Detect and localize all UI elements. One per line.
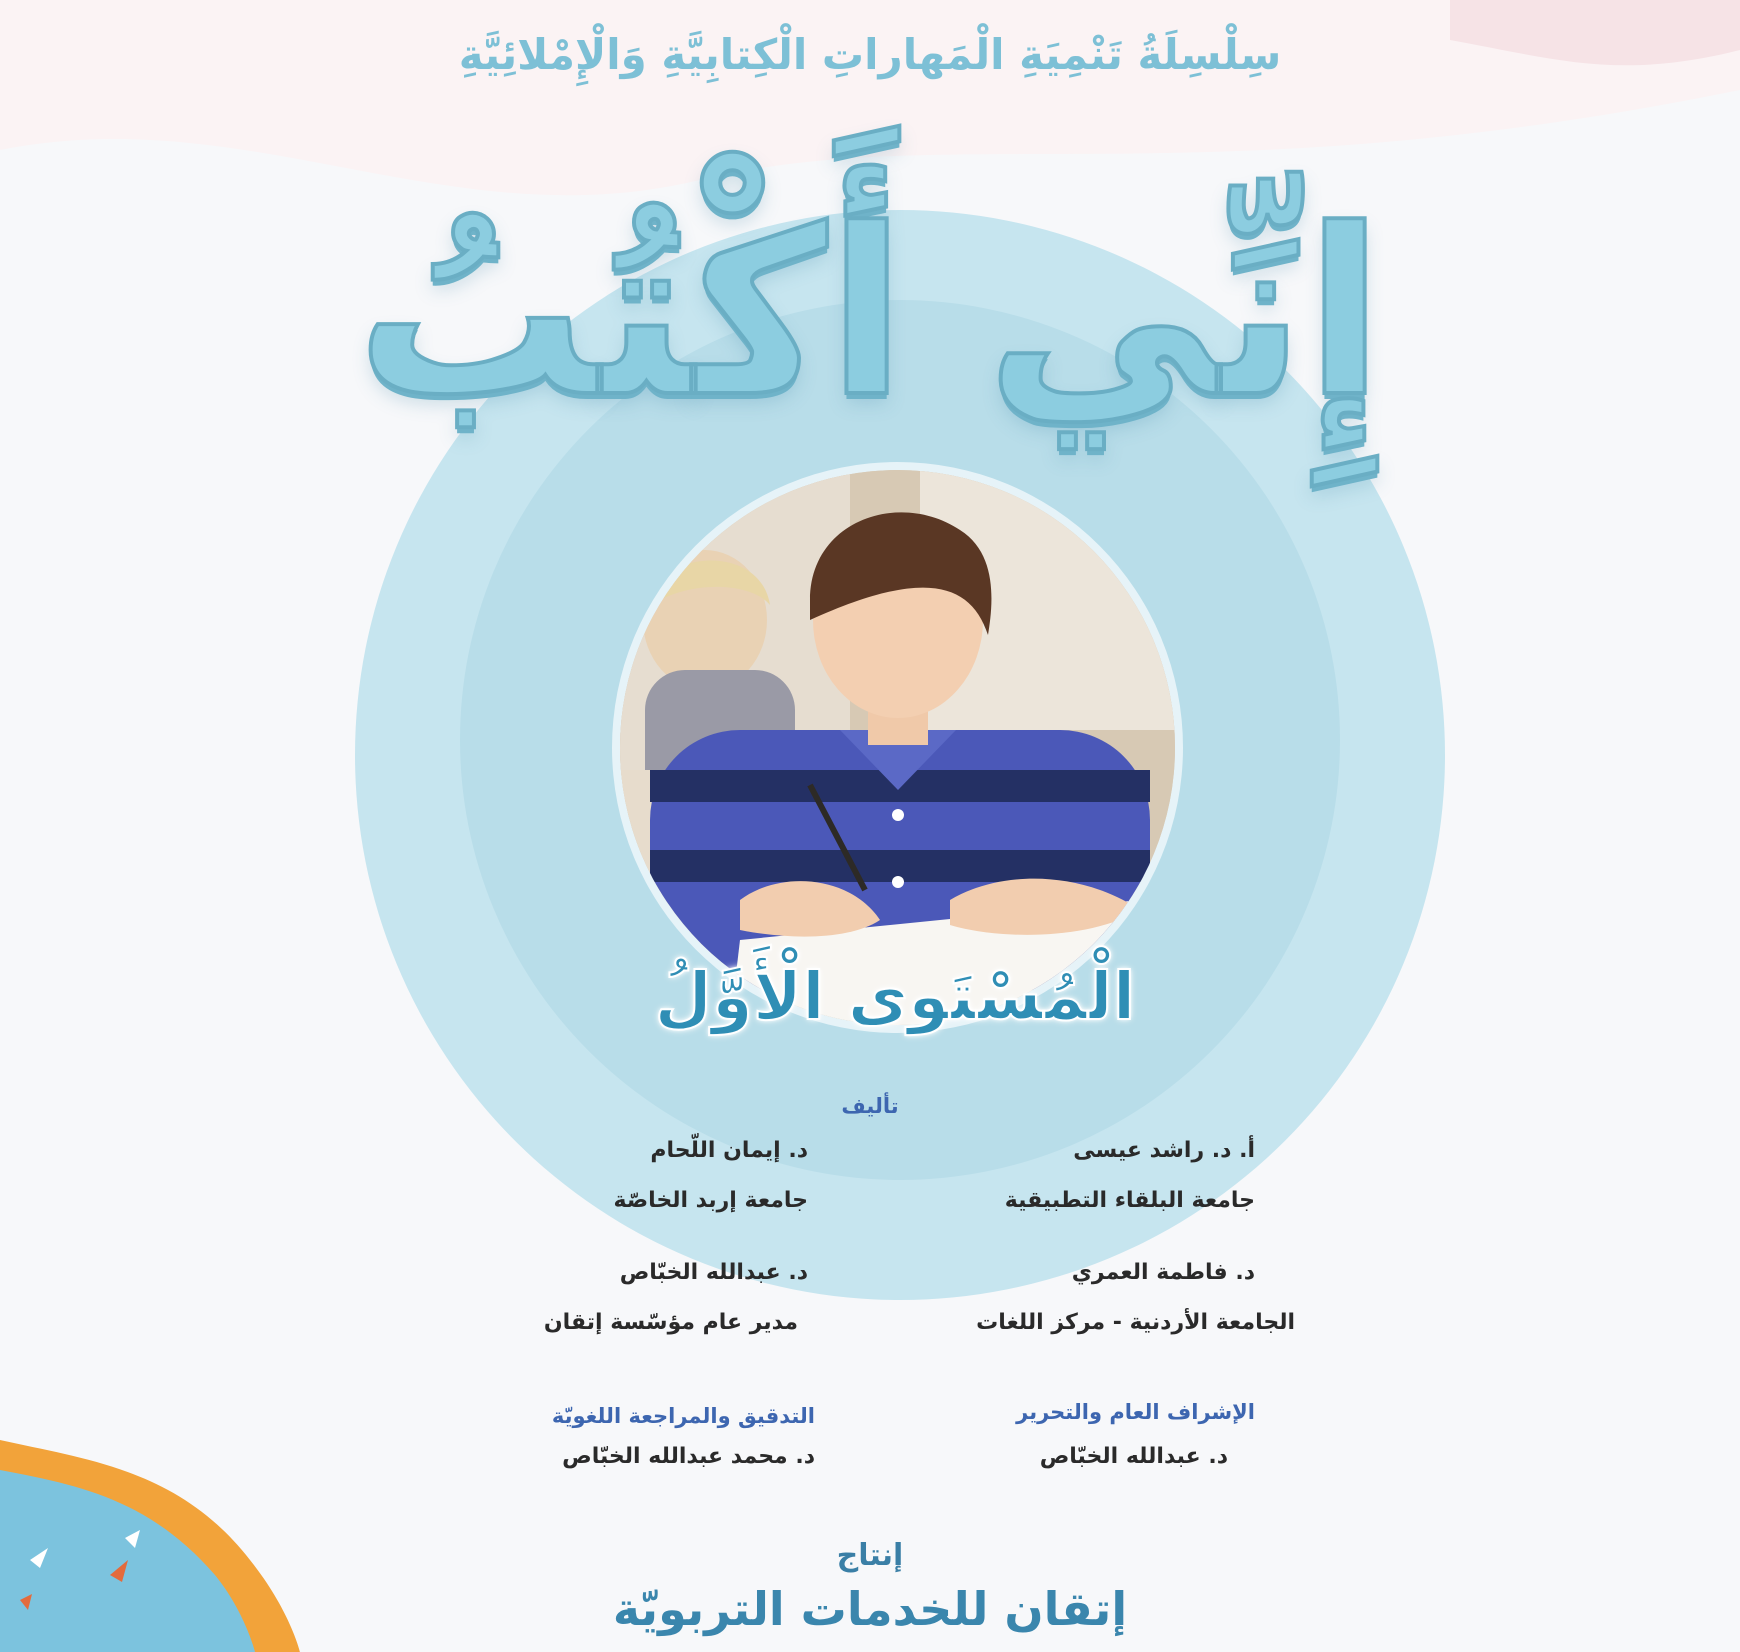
review-label: التدقيق والمراجعة اللغويّة xyxy=(551,1404,815,1428)
book-title: إِنِّي أَكْتُبُ xyxy=(356,181,1384,448)
author-1-affiliation: جامعة البلقاء التطبيقية xyxy=(1004,1188,1255,1213)
series-title: سِلْسِلَةُ تَنْمِيَةِ الْمَهاراتِ الْكِتابِيَّةِ وَالْإِمْلائِيَّةِ xyxy=(458,30,1282,79)
review-name: د. محمد عبدالله الخبّاص xyxy=(562,1444,815,1469)
author-4-affiliation: مدير عام مؤسّسة إتقان xyxy=(543,1310,798,1335)
author-2-name: د. إيمان اللّحام xyxy=(650,1138,808,1163)
publisher-name: إتقان للخدمات التربويّة xyxy=(612,1582,1128,1636)
author-3-name: د. فاطمة العمري xyxy=(1071,1260,1255,1285)
supervision-label: الإشراف العام والتحرير xyxy=(1016,1400,1255,1424)
author-2-affiliation: جامعة إربد الخاصّة xyxy=(613,1188,808,1213)
student-illustration xyxy=(620,470,1175,1025)
student-photo xyxy=(620,470,1175,1025)
supervision-name: د. عبدالله الخبّاص xyxy=(1039,1444,1228,1469)
author-1-name: أ. د. راشد عيسى xyxy=(1073,1138,1255,1163)
production-label: إنتاج xyxy=(836,1538,904,1573)
level-title: الْمُسْتَوى الْأَوَّلُ xyxy=(654,958,1136,1035)
author-4-name: د. عبدالله الخبّاص xyxy=(619,1260,808,1285)
authors-label: تأليف xyxy=(841,1094,899,1118)
author-3-affiliation: الجامعة الأردنية - مركز اللغات xyxy=(976,1310,1295,1335)
